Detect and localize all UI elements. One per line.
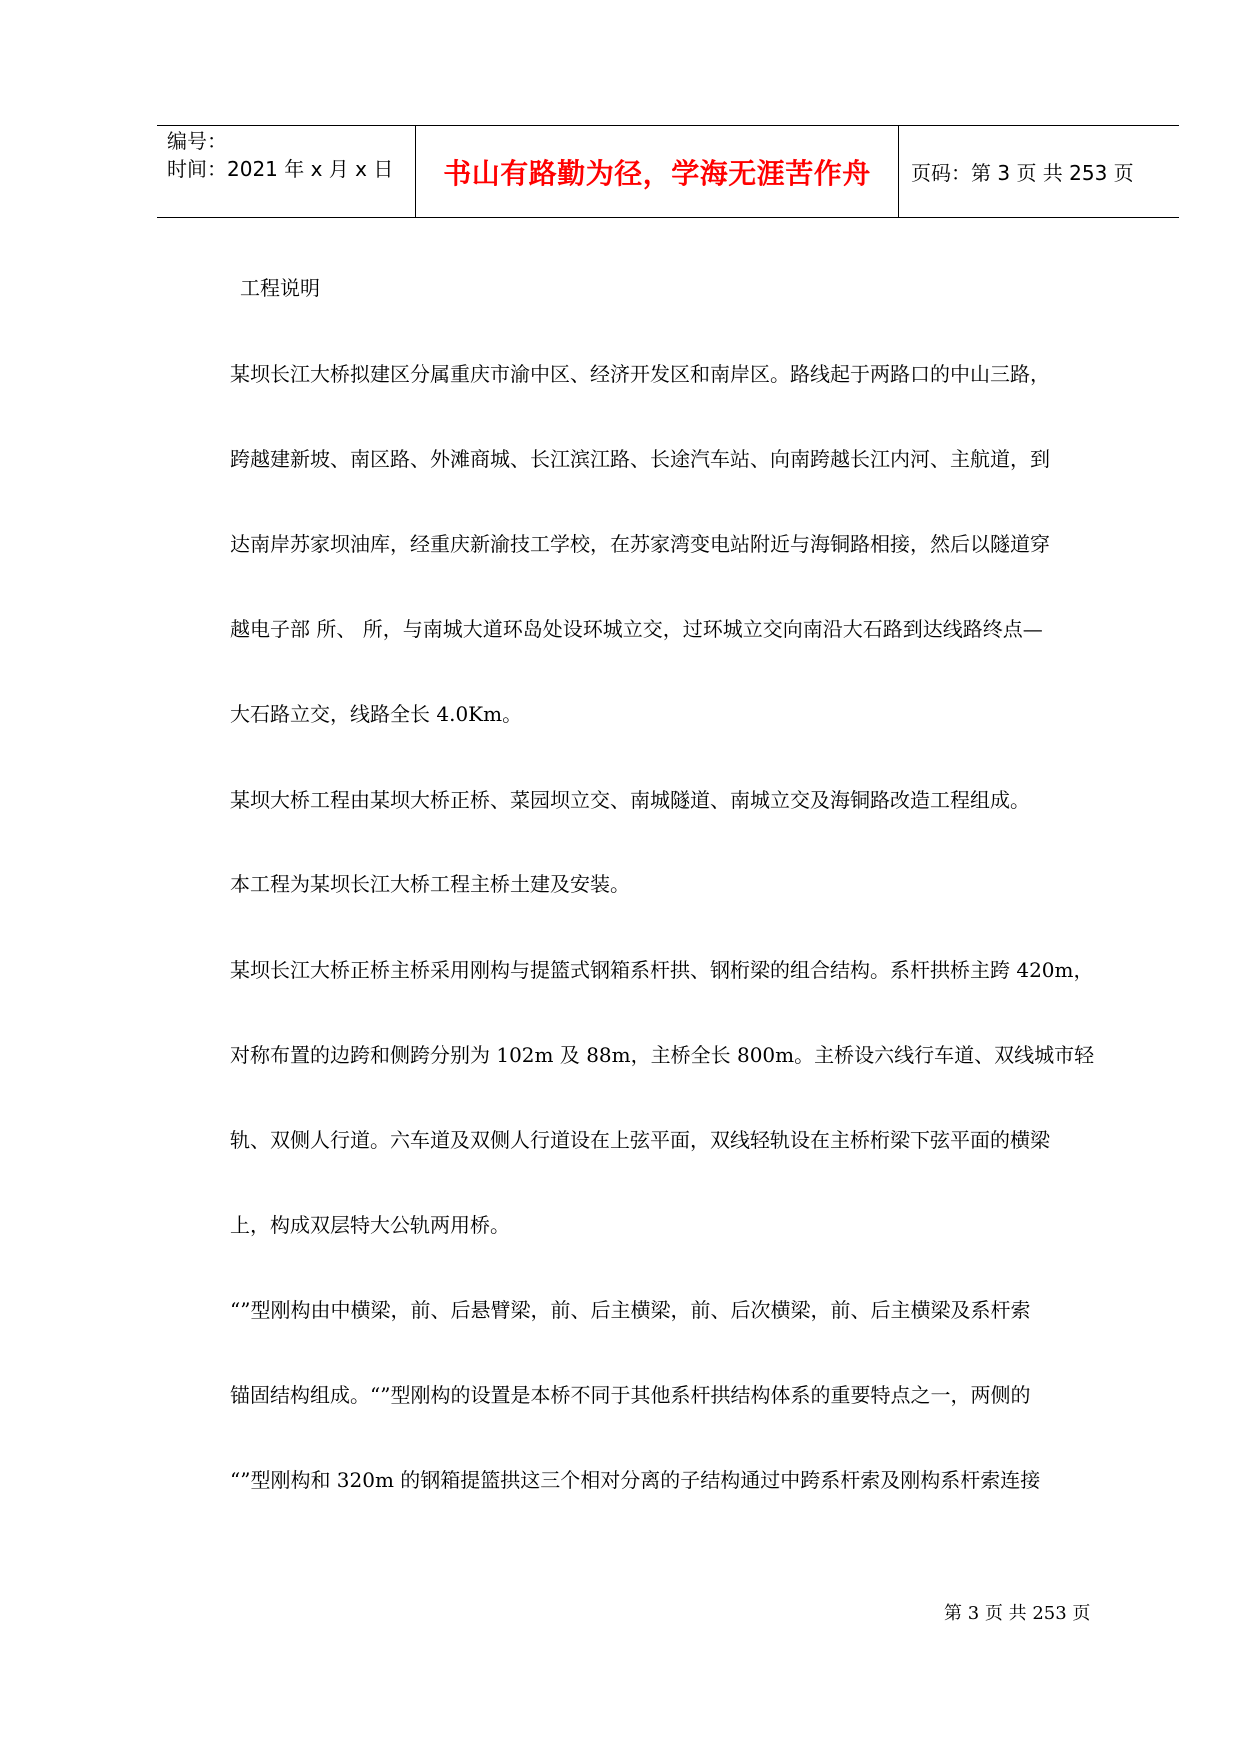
section-title: 工程说明 (240, 276, 320, 300)
header-info-cell (157, 126, 416, 217)
body-line: 某坝长江大桥正桥主桥采用刚构与提篮式钢箱系杆拱、钢桁梁的组合结构。系杆拱桥主跨 420m， (230, 958, 1094, 982)
body-line: 跨越建新坡、南区路、外滩商城、长江滨江路、长途汽车站、向南跨越长江内河、主航道，到 (230, 447, 1050, 471)
document-number-label: 编号： (167, 129, 227, 153)
document-header (157, 125, 1179, 218)
body-line: 越电子部 所、 所，与南城大道环岛处设环城立交，过环城立交向南沿大石路到达线路终点— (230, 617, 1043, 641)
body-line: 轨、双侧人行道。六车道及双侧人行道设在上弦平面，双线轻轨设在主桥桁梁下弦平面的横梁 (230, 1128, 1050, 1152)
body-line: 某坝长江大桥拟建区分属重庆市渝中区、经济开发区和南岸区。路线起于两路口的中山三路， (230, 362, 1050, 386)
body-line: 某坝大桥工程由某坝大桥正桥、菜园坝立交、南城隧道、南城立交及海铜路改造工程组成。 (230, 788, 1030, 812)
header-page-code: 页码：第 3 页 共 253 页 (911, 161, 1134, 185)
body-line: “”型刚构和 320m 的钢箱提篮拱这三个相对分离的子结构通过中跨系杆索及刚构系杆索连接 (230, 1468, 1041, 1492)
document-time-label: 时间：2021 年 x 月 x 日 (167, 157, 394, 181)
header-motto: 书山有路勤为径，学海无涯苦作舟 (416, 126, 899, 217)
body-line: 达南岸苏家坝油库，经重庆新渝技工学校，在苏家湾变电站附近与海铜路相接，然后以隧道穿 (230, 532, 1050, 556)
body-line: 锚固结构组成。“”型刚构的设置是本桥不同于其他系杆拱结构体系的重要特点之一，两侧的 (230, 1383, 1031, 1407)
body-line: “”型刚构由中横梁，前、后悬臂梁，前、后主横梁，前、后次横梁，前、后主横梁及系杆索 (230, 1298, 1031, 1322)
body-line: 上，构成双层特大公轨两用桥。 (230, 1213, 510, 1237)
body-line: 本工程为某坝长江大桥工程主桥土建及安装。 (230, 872, 630, 896)
body-line: 大石路立交，线路全长 4.0Km。 (230, 702, 523, 726)
body-line: 对称布置的边跨和侧跨分别为 102m 及 88m，主桥全长 800m。主桥设六线行车道、双线城市轻 (230, 1043, 1095, 1067)
page-footer: 第 3 页 共 253 页 (944, 1603, 1091, 1624)
